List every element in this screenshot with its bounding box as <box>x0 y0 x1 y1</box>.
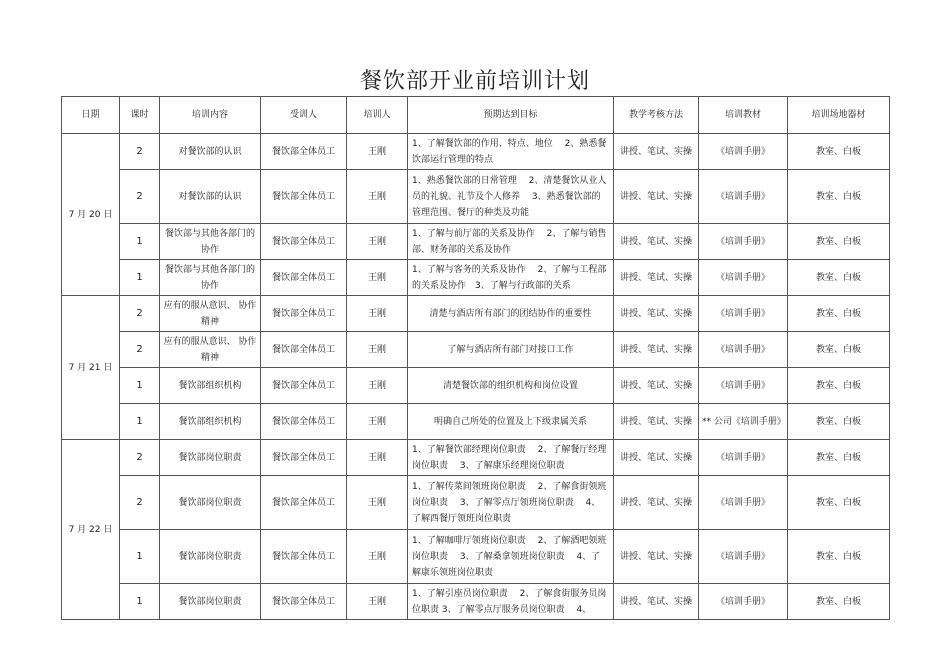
trainer-cell: 王刚 <box>347 224 408 260</box>
goal-cell: 1、了解传菜间领班岗位职责 2、了解食街领班岗位职责 3、了解零点厅领班岗位职责 4、了解西餐厅领班岗位职责 <box>408 476 614 530</box>
date-cell: 7 月 21 日 <box>62 296 120 440</box>
method-cell: 讲授、笔试、实操 <box>614 404 699 440</box>
material-cell: 《培训手册》 <box>699 440 788 476</box>
content-cell: 餐饮部与其他各部门的协作 <box>160 224 261 260</box>
method-cell: 讲授、笔试、实操 <box>614 476 699 530</box>
goal-cell: 1、了解咖啡厅领班岗位职责 2、了解酒吧领班岗位职责 3、了解桑拿领班岗位职责 4、了解康乐领班岗位职责 <box>408 530 614 584</box>
venue-cell: 教室、白板 <box>788 476 890 530</box>
hours-cell: 1 <box>120 368 160 404</box>
goal-cell: 1、了解餐饮部经理岗位职责 2、了解餐厅经理岗位职责 3、了解康乐经理岗位职责 <box>408 440 614 476</box>
trainee-cell: 餐饮部全体员工 <box>261 224 347 260</box>
header-trainee: 受训人 <box>261 97 347 134</box>
table-row <box>62 440 890 476</box>
page-title: 餐饮部开业前培训计划 <box>359 69 590 94</box>
method-cell: 讲授、笔试、实操 <box>614 332 699 368</box>
hours-cell: 2 <box>120 476 160 530</box>
material-cell: 《培训手册》 <box>699 332 788 368</box>
trainee-cell: 餐饮部全体员工 <box>261 260 347 296</box>
method-cell: 讲授、笔试、实操 <box>614 584 699 620</box>
venue-cell: 教室、白板 <box>788 440 890 476</box>
header-trainer: 培训人 <box>347 97 408 134</box>
method-cell: 讲授、笔试、实操 <box>614 170 699 224</box>
table-row <box>62 368 890 404</box>
header-row <box>62 97 890 134</box>
venue-cell: 教室、白板 <box>788 530 890 584</box>
goal-cell: 1、熟悉餐饮部的日常管理 2、清楚餐饮从业人员的礼貌、礼节及个人修养 3、熟悉餐饮部的管理范围、餐厅的种类及功能 <box>408 170 614 224</box>
trainer-cell: 王刚 <box>347 332 408 368</box>
goal-cell: 明确自己所处的位置及上下级隶属关系 <box>408 404 614 440</box>
content-cell: 餐饮部与其他各部门的协作 <box>160 260 261 296</box>
trainee-cell: 餐饮部全体员工 <box>261 440 347 476</box>
trainer-cell: 王刚 <box>347 296 408 332</box>
content-cell: 餐饮部组织机构 <box>160 404 261 440</box>
table-row <box>62 170 890 224</box>
trainee-cell: 餐饮部全体员工 <box>261 368 347 404</box>
trainer-cell: 王刚 <box>347 404 408 440</box>
trainee-cell: 餐饮部全体员工 <box>261 476 347 530</box>
table-row <box>62 296 890 332</box>
hours-cell: 1 <box>120 530 160 584</box>
hours-cell: 1 <box>120 260 160 296</box>
method-cell: 讲授、笔试、实操 <box>614 440 699 476</box>
table-row <box>62 134 890 170</box>
method-cell: 讲授、笔试、实操 <box>614 134 699 170</box>
hours-cell: 2 <box>120 440 160 476</box>
trainer-cell: 王刚 <box>347 260 408 296</box>
venue-cell: 教室、白板 <box>788 296 890 332</box>
table-row <box>62 332 890 368</box>
content-cell: 餐饮部岗位职责 <box>160 440 261 476</box>
material-cell: 《培训手册》 <box>699 170 788 224</box>
material-cell: 《培训手册》 <box>699 530 788 584</box>
header-content: 培训内容 <box>160 97 261 134</box>
venue-cell: 教室、白板 <box>788 260 890 296</box>
content-cell: 餐饮部组织机构 <box>160 368 261 404</box>
content-cell: 餐饮部岗位职责 <box>160 476 261 530</box>
trainer-cell: 王刚 <box>347 368 408 404</box>
hours-cell: 2 <box>120 296 160 332</box>
trainee-cell: 餐饮部全体员工 <box>261 584 347 620</box>
venue-cell: 教室、白板 <box>788 584 890 620</box>
content-cell: 对餐饮部的认识 <box>160 170 261 224</box>
training-plan-table <box>61 96 890 620</box>
header-hours: 课时 <box>120 97 160 134</box>
header-method: 教学考核方法 <box>614 97 699 134</box>
header-date: 日期 <box>62 97 120 134</box>
hours-cell: 1 <box>120 224 160 260</box>
trainee-cell: 餐饮部全体员工 <box>261 134 347 170</box>
material-cell: ** 公司《培训手册》 <box>699 404 788 440</box>
trainer-cell: 王刚 <box>347 584 408 620</box>
material-cell: 《培训手册》 <box>699 296 788 332</box>
table-row <box>62 476 890 530</box>
header-venue: 培训场地器材 <box>788 97 890 134</box>
content-cell: 应有的服从意识、 协作精神 <box>160 332 261 368</box>
goal-cell: 清楚餐饮部的组织机构和岗位设置 <box>408 368 614 404</box>
hours-cell: 1 <box>120 404 160 440</box>
goal-cell: 清楚与酒店所有部门的团结协作的重要性 <box>408 296 614 332</box>
table-row <box>62 224 890 260</box>
trainee-cell: 餐饮部全体员工 <box>261 332 347 368</box>
trainee-cell: 餐饮部全体员工 <box>261 530 347 584</box>
goal-cell: 1、了解餐饮部的作用、特点、地位 2、熟悉餐饮部运行管理的特点 <box>408 134 614 170</box>
material-cell: 《培训手册》 <box>699 368 788 404</box>
trainee-cell: 餐饮部全体员工 <box>261 296 347 332</box>
venue-cell: 教室、白板 <box>788 224 890 260</box>
hours-cell: 2 <box>120 134 160 170</box>
date-cell: 7 月 22 日 <box>62 440 120 620</box>
table-row <box>62 530 890 584</box>
trainer-cell: 王刚 <box>347 440 408 476</box>
goal-cell: 1、了解与客务的关系及协作 2、了解与工程部的关系及协作 3、了解与行政部的关系 <box>408 260 614 296</box>
content-cell: 餐饮部岗位职责 <box>160 530 261 584</box>
material-cell: 《培训手册》 <box>699 260 788 296</box>
method-cell: 讲授、笔试、实操 <box>614 368 699 404</box>
method-cell: 讲授、笔试、实操 <box>614 260 699 296</box>
hours-cell: 1 <box>120 584 160 620</box>
venue-cell: 教室、白板 <box>788 404 890 440</box>
method-cell: 讲授、笔试、实操 <box>614 296 699 332</box>
method-cell: 讲授、笔试、实操 <box>614 530 699 584</box>
content-cell: 应有的服从意识、 协作精神 <box>160 296 261 332</box>
trainee-cell: 餐饮部全体员工 <box>261 404 347 440</box>
material-cell: 《培训手册》 <box>699 584 788 620</box>
trainer-cell: 王刚 <box>347 134 408 170</box>
goal-cell: 1、了解引座员岗位职责 2、了解食街服务员岗位职责 3、了解零点厅服务员岗位职责 4、 <box>408 584 614 620</box>
header-goal: 预期达到目标 <box>408 97 614 134</box>
hours-cell: 2 <box>120 332 160 368</box>
method-cell: 讲授、笔试、实操 <box>614 224 699 260</box>
table-row <box>62 260 890 296</box>
trainer-cell: 王刚 <box>347 476 408 530</box>
venue-cell: 教室、白板 <box>788 332 890 368</box>
material-cell: 《培训手册》 <box>699 224 788 260</box>
trainer-cell: 王刚 <box>347 530 408 584</box>
material-cell: 《培训手册》 <box>699 134 788 170</box>
header-material: 培训教材 <box>699 97 788 134</box>
venue-cell: 教室、白板 <box>788 170 890 224</box>
trainer-cell: 王刚 <box>347 170 408 224</box>
table-row <box>62 404 890 440</box>
trainee-cell: 餐饮部全体员工 <box>261 170 347 224</box>
goal-cell: 1、了解与前厅部的关系及协作 2、了解与销售部、财务部的关系及协作 <box>408 224 614 260</box>
hours-cell: 2 <box>120 170 160 224</box>
content-cell: 餐饮部岗位职责 <box>160 584 261 620</box>
venue-cell: 教室、白板 <box>788 368 890 404</box>
material-cell: 《培训手册》 <box>699 476 788 530</box>
table-row <box>62 584 890 620</box>
venue-cell: 教室、白板 <box>788 134 890 170</box>
content-cell: 对餐饮部的认识 <box>160 134 261 170</box>
date-cell: 7 月 20 日 <box>62 134 120 296</box>
goal-cell: 了解与酒店所有部门对接口工作 <box>408 332 614 368</box>
